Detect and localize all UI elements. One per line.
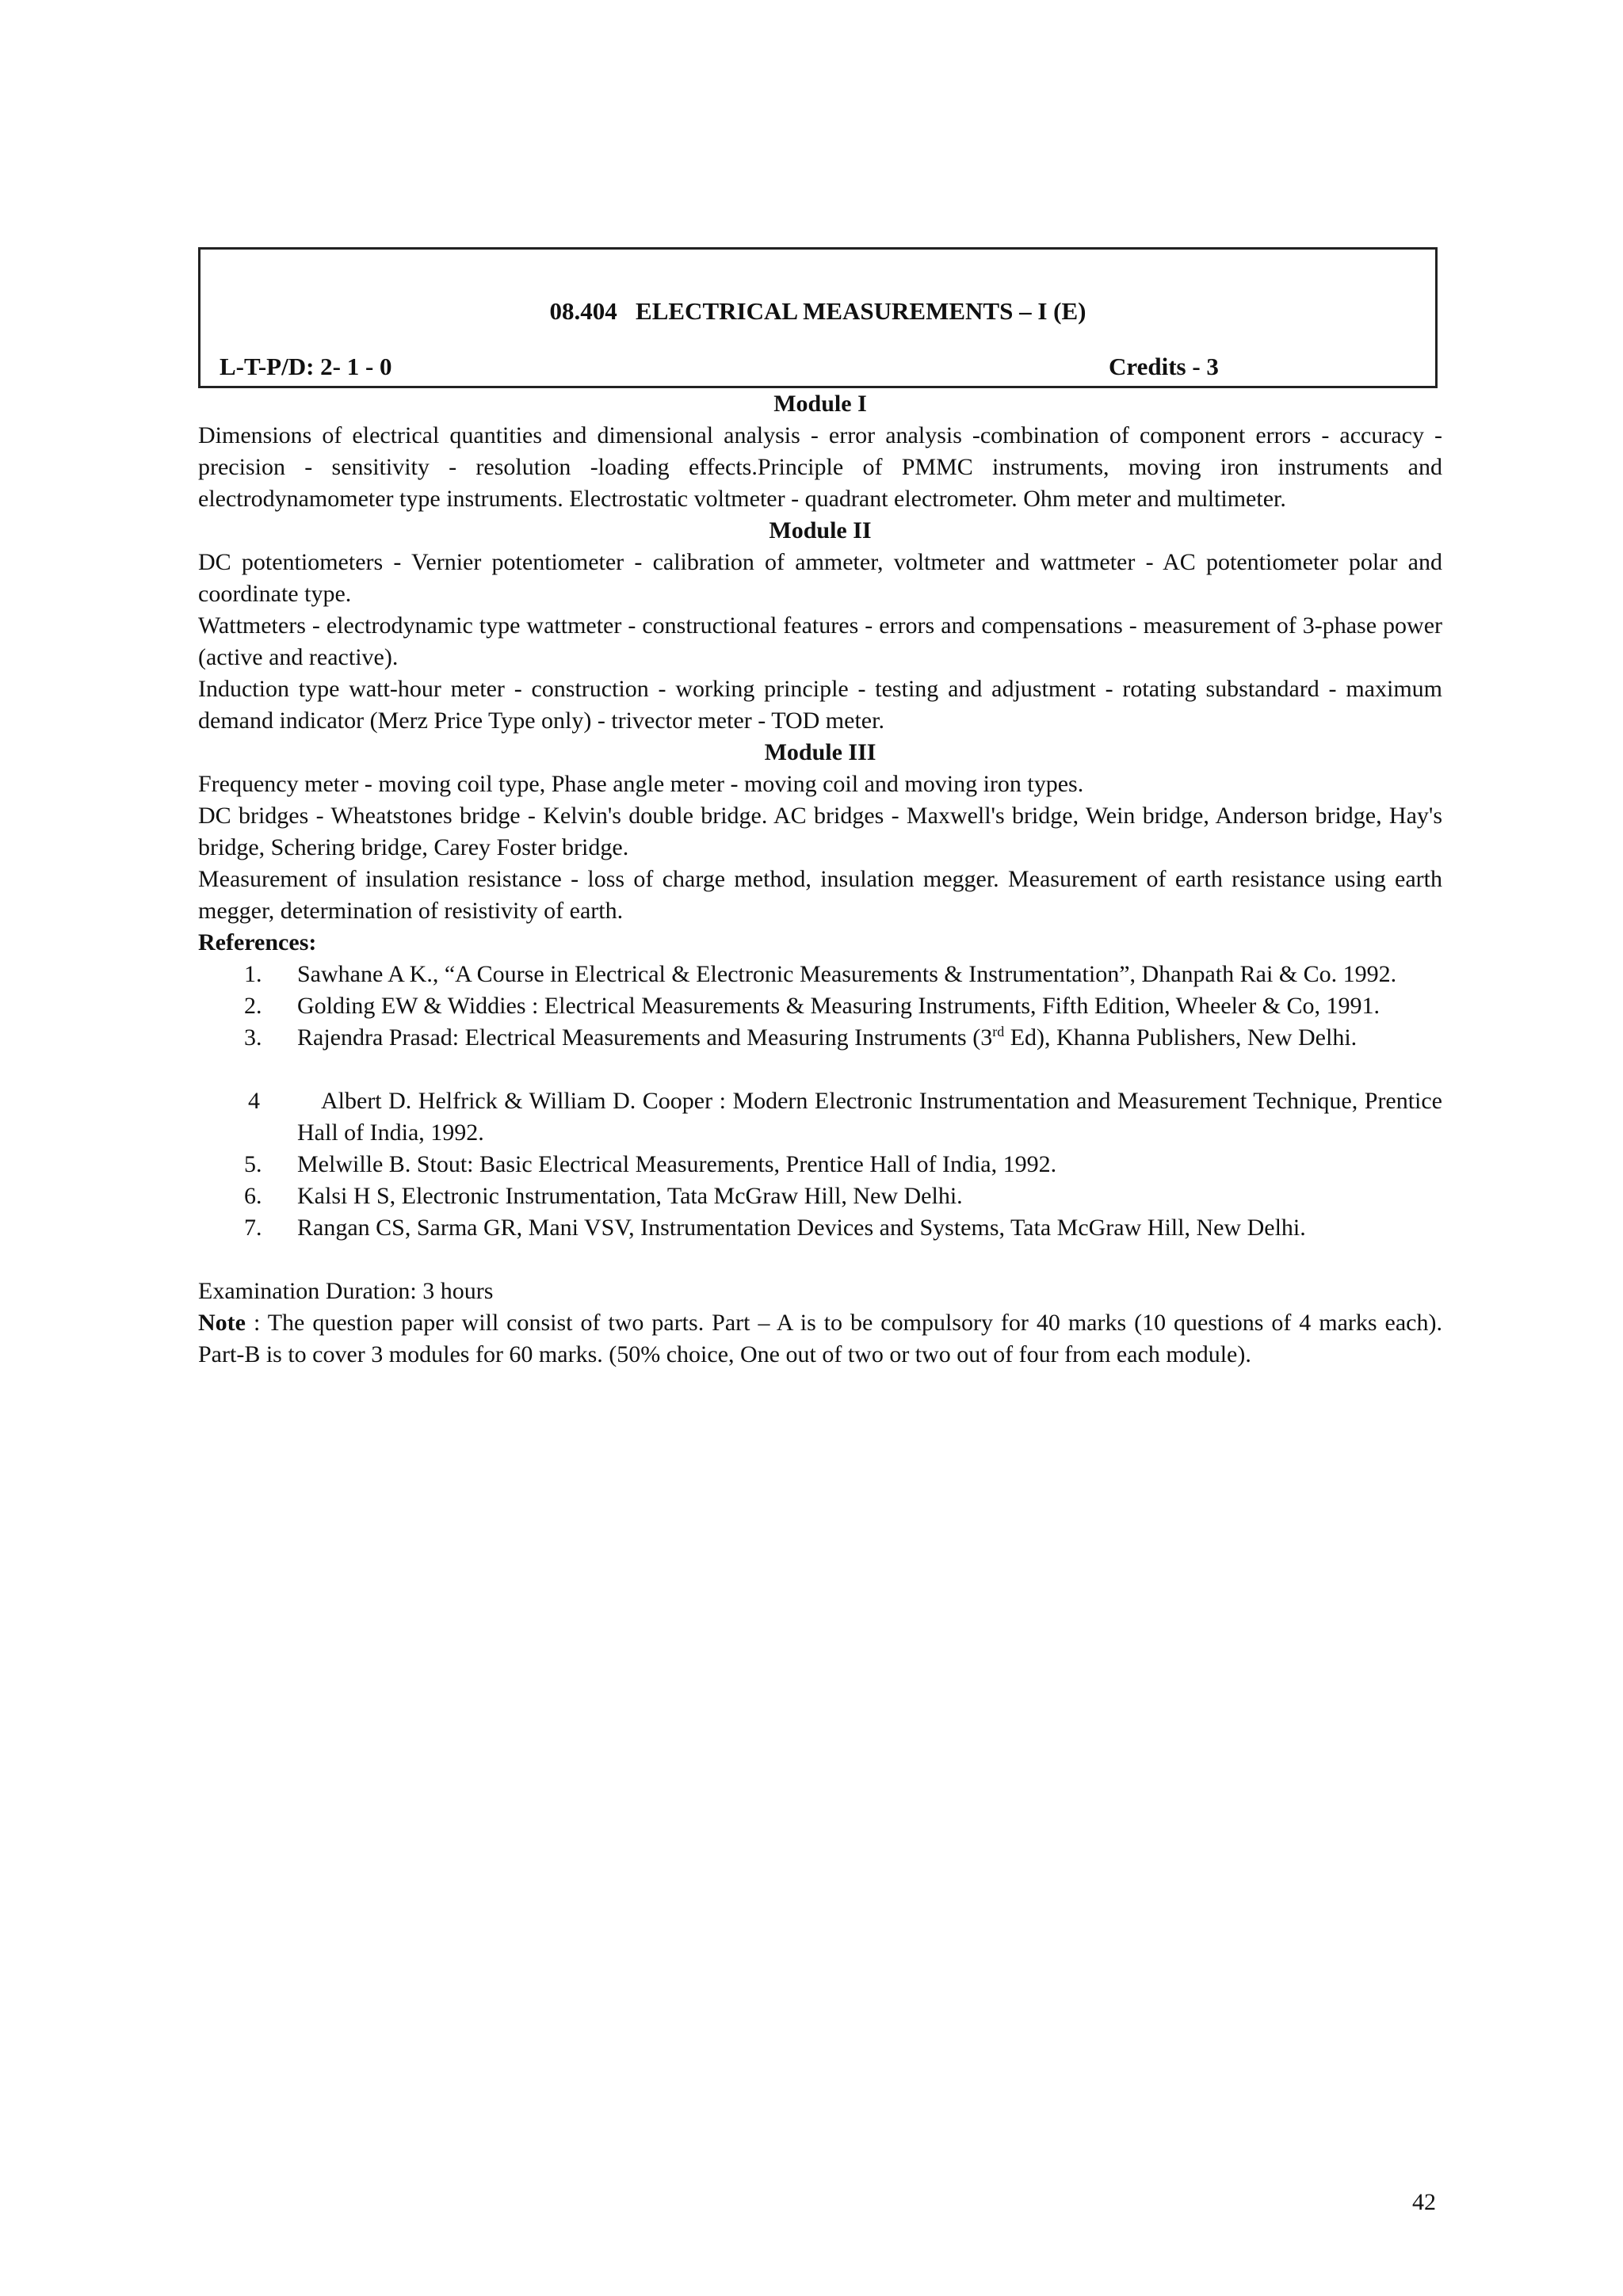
course-header-box [198, 247, 1438, 388]
reference-item [198, 1180, 1442, 1212]
reference-number: 5. [244, 1151, 262, 1177]
module-3-section [198, 737, 1442, 927]
course-code: 08.404 [549, 297, 617, 325]
credits-label: Credits - 3 [1109, 353, 1219, 380]
reference-number: 2. [244, 993, 262, 1019]
reference-number: 6. [244, 1183, 262, 1209]
module-paragraph: Frequency meter - moving coil type, Phase angle meter - moving coil and moving iron types. [198, 771, 1084, 797]
course-title [200, 296, 1435, 327]
reference-text: Sawhane A K., “A Course in Electrical & Electronic Measurements & Instrumentation”, Dhanpath Rai & Co. 1992. [297, 961, 1397, 987]
module-1-section [198, 388, 1442, 515]
reference-number: 7. [244, 1215, 262, 1241]
note-label: Note [198, 1310, 246, 1336]
module-paragraph: Dimensions of electrical quantities and dimensional analysis - error analysis -combination of component errors - accuracy - precision - sensitivity - resolution -loading effects.Principle of PMMC instruments, moving iron instruments and electrodynamometer type instruments. Electrostatic voltmeter - quadrant electrometer. Ohm meter and multimeter. [198, 422, 1442, 512]
exam-note [198, 1307, 1442, 1371]
reference-text: Rangan CS, Sarma GR, Mani VSV, Instrumentation Devices and Systems, Tata McGraw Hill, New Delhi. [297, 1215, 1306, 1241]
references-heading: References: [198, 929, 317, 955]
reference-item [198, 1149, 1442, 1180]
reference-number: 3. [244, 1024, 262, 1051]
reference-text: Melwille B. Stout: Basic Electrical Measurements, Prentice Hall of India, 1992. [297, 1151, 1057, 1177]
reference-number: 1. [244, 961, 262, 987]
reference-number: 4 [248, 1088, 260, 1114]
module-paragraph: Induction type watt-hour meter - construction - working principle - testing and adjustment - rotating substandard - maximum demand indicator (Merz Price Type only) - trivector meter - TOD meter. [198, 676, 1442, 734]
reference-text: Golding EW & Widdies : Electrical Measurements & Measuring Instruments, Fifth Edition, Wheeler & Co, 1991. [297, 993, 1381, 1019]
reference-item [198, 959, 1442, 990]
syllabus-content [198, 388, 1442, 1371]
reference-text: Kalsi H S, Electronic Instrumentation, Tata McGraw Hill, New Delhi. [297, 1183, 963, 1209]
module-heading: Module II [769, 517, 872, 543]
reference-text: Albert D. Helfrick & William D. Cooper : Modern Electronic Instrumentation and Measurement Technique, Prentice Hall of India, 1992. [297, 1088, 1442, 1146]
reference-text-part: Rajendra Prasad: Electrical Measurements and Measuring Instruments (3 [297, 1024, 993, 1051]
reference-item [198, 1212, 1442, 1244]
module-paragraph: Wattmeters - electrodynamic type wattmeter - constructional features - errors and compensations - measurement of 3-phase power (active and reactive). [198, 612, 1442, 670]
page-number: 42 [1412, 2189, 1436, 2215]
reference-item [198, 1022, 1442, 1054]
module-paragraph: DC bridges - Wheatstones bridge - Kelvin's double bridge. AC bridges - Maxwell's bridge, Wein bridge, Anderson bridge, Hay's bridge, Schering bridge, Carey Foster bridge. [198, 803, 1442, 860]
course-name: ELECTRICAL MEASUREMENTS – I (E) [636, 297, 1086, 325]
references-list [198, 959, 1442, 1244]
ordinal-superscript: rd [992, 1024, 1005, 1039]
reference-item [198, 1085, 1442, 1149]
module-paragraph: DC potentiometers - Vernier potentiometer - calibration of ammeter, voltmeter and wattmeter - AC potentiometer polar and coordinate type. [198, 549, 1442, 607]
module-heading: Module III [764, 739, 876, 765]
ltpd-label: L-T-P/D: 2- 1 - 0 [220, 353, 392, 380]
reference-item [198, 990, 1442, 1022]
exam-duration: Examination Duration: 3 hours [198, 1278, 494, 1304]
reference-text-part: Ed), Khanna Publishers, New Delhi. [1004, 1024, 1358, 1051]
note-text: : The question paper will consist of two parts. Part – A is to be compulsory for 40 marks (10 questions of 4 marks each). Part-B is to cover 3 modules for 60 marks. (50% choice, One out of two or two out of four from each module). [198, 1310, 1442, 1367]
reference-text [297, 1024, 1357, 1051]
module-heading: Module I [773, 391, 867, 417]
module-2-section [198, 515, 1442, 737]
module-paragraph: Measurement of insulation resistance - loss of charge method, insulation megger. Measurement of earth resistance using earth megger, determination of resistivity of earth. [198, 866, 1442, 924]
